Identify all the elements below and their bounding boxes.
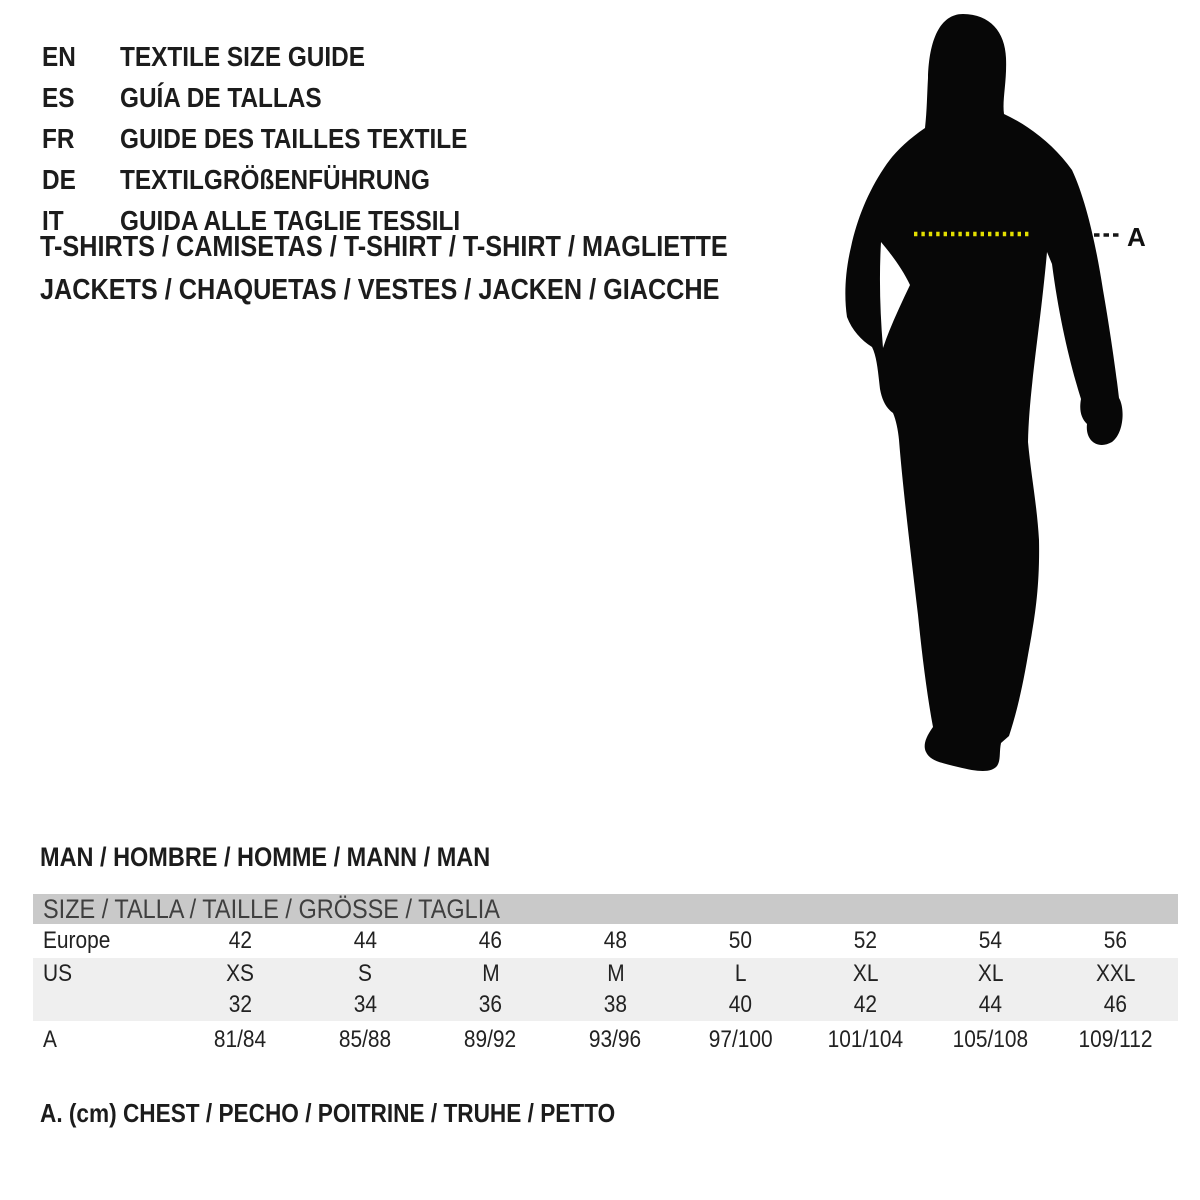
- language-row-fr: [42, 118, 519, 159]
- size-cell: S: [358, 959, 373, 987]
- language-title: TEXTILE SIZE GUIDE: [120, 40, 365, 72]
- size-cell: 46: [1103, 991, 1128, 1018]
- language-title: GUÍA DE TALLAS: [120, 81, 322, 113]
- size-cell: 54: [978, 927, 1003, 954]
- table-row-europe: [33, 924, 1178, 958]
- size-cell: 109/112: [1078, 1026, 1153, 1053]
- size-cell: XL: [977, 959, 1004, 987]
- size-cell: 97/100: [708, 1026, 773, 1053]
- language-row-en: [42, 36, 519, 77]
- size-cell: XL: [852, 959, 879, 987]
- language-row-es: [42, 77, 519, 118]
- language-code: FR: [42, 122, 75, 154]
- man-silhouette: [845, 14, 1122, 771]
- table-row-us: [33, 958, 1178, 989]
- section-title-man: MAN / HOMBRE / HOMME / MANN / MAN: [40, 842, 491, 872]
- row-label: Europe: [43, 927, 111, 954]
- size-cell: 44: [978, 991, 1003, 1018]
- size-cell: XS: [226, 959, 255, 987]
- language-list: [42, 36, 519, 241]
- size-cell: 48: [603, 927, 628, 954]
- language-code: DE: [42, 163, 76, 195]
- row-label: A: [43, 1026, 57, 1053]
- size-cell: 34: [353, 991, 378, 1018]
- table-row-numeric: [33, 989, 1178, 1021]
- size-cell: 105/108: [952, 1026, 1029, 1053]
- size-cell: 52: [853, 927, 878, 954]
- size-cell: 42: [228, 927, 253, 954]
- table-row-chest-a: [33, 1021, 1178, 1059]
- measure-label-a: A: [1127, 222, 1146, 252]
- size-guide-figure: [820, 0, 1200, 800]
- size-cell: 56: [1103, 927, 1128, 954]
- language-row-de: [42, 159, 519, 200]
- row-label: US: [43, 959, 73, 987]
- size-table: [33, 894, 1178, 1059]
- size-cell: 46: [478, 927, 503, 954]
- language-title: TEXTILGRÖßENFÜHRUNG: [120, 163, 430, 195]
- size-cell: 32: [228, 991, 253, 1018]
- size-cell: 101/104: [827, 1026, 904, 1053]
- size-cell: M: [606, 959, 625, 987]
- size-cell: 40: [728, 991, 753, 1018]
- size-cell: M: [481, 959, 500, 987]
- measurement-footnote: A. (cm) CHEST / PECHO / POITRINE / TRUHE / PETTO: [40, 1098, 616, 1128]
- product-line-tshirts: T-SHIRTS / CAMISETAS / T-SHIRT / T-SHIRT / MAGLIETTE: [40, 231, 728, 263]
- size-cell: L: [734, 959, 747, 987]
- size-cell: 85/88: [339, 1026, 392, 1053]
- language-code: ES: [42, 81, 75, 113]
- product-line-jackets: JACKETS / CHAQUETAS / VESTES / JACKEN / GIACCHE: [40, 274, 720, 306]
- language-title: GUIDE DES TAILLES TEXTILE: [120, 122, 468, 154]
- size-cell: XXL: [1095, 959, 1136, 987]
- product-categories: [40, 226, 831, 312]
- language-code: EN: [42, 40, 76, 72]
- language-code: IT: [42, 204, 64, 236]
- size-cell: 44: [353, 927, 378, 954]
- size-cell: 81/84: [214, 1026, 267, 1053]
- size-table-header: SIZE / TALLA / TAILLE / GRÖSSE / TAGLIA: [33, 894, 1178, 924]
- size-cell: 93/96: [589, 1026, 642, 1053]
- language-title: GUIDA ALLE TAGLIE TESSILI: [120, 204, 461, 236]
- size-cell: 36: [478, 991, 503, 1018]
- size-cell: 38: [603, 991, 628, 1018]
- size-cell: 89/92: [464, 1026, 517, 1053]
- size-cell: 42: [853, 991, 878, 1018]
- size-cell: 50: [728, 927, 753, 954]
